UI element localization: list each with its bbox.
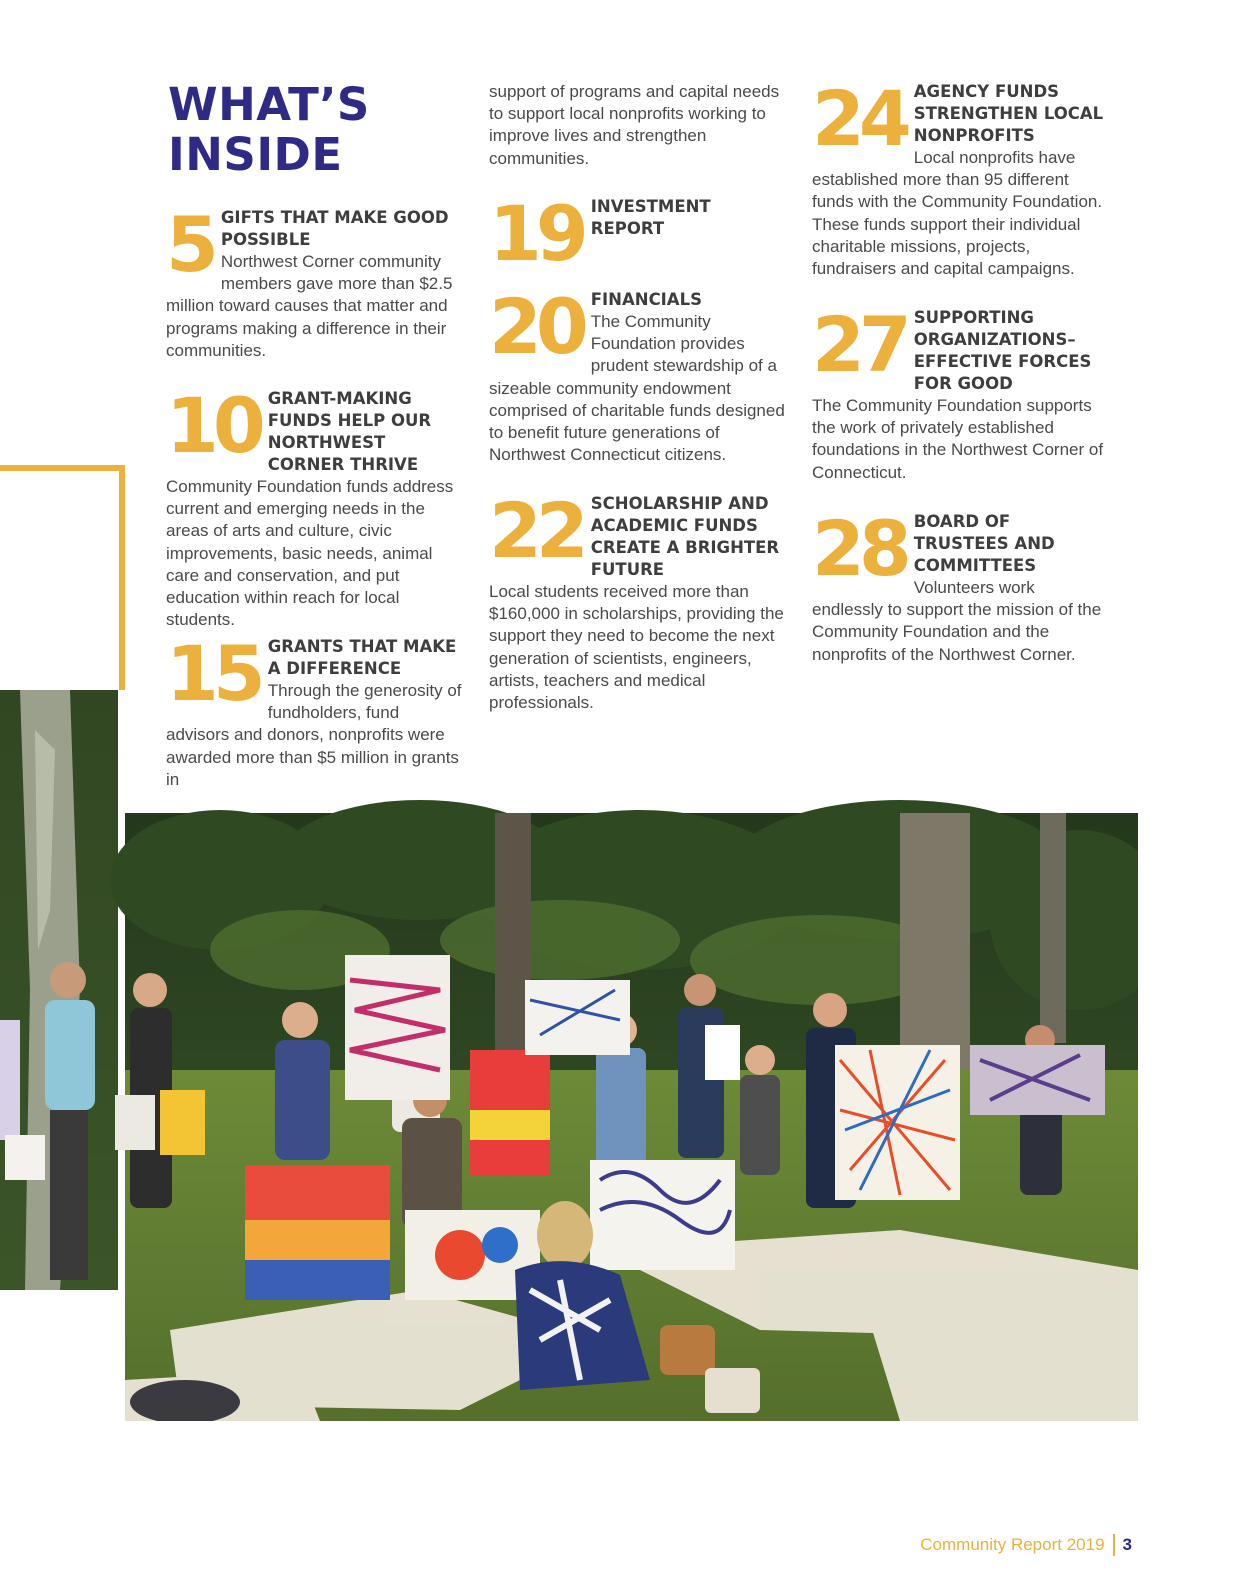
page-number: 24 (812, 74, 906, 163)
toc-entry-19[interactable] (489, 189, 785, 278)
page-number: 15 (166, 629, 260, 718)
title-line-1: WHAT’S (168, 78, 370, 131)
entry-description: The Community Foundation supports the work of privately established foundations in the Northwest Corner of Connecticut. (812, 396, 1104, 482)
entry-description: Through the generosity of fundholders, fund advisors and donors, nonprofits were awarded more than $5 million in grants in (166, 681, 462, 789)
entry-heading: SCHOLARSHIP AND ACADEMIC FUNDS CREATE A BRIGHTER FUTURE (590, 494, 780, 579)
community-art-photo (0, 690, 1138, 1421)
toc-entry-27[interactable] (812, 300, 1108, 484)
title-line-2: INSIDE (168, 128, 343, 181)
toc-entry-5[interactable] (166, 200, 462, 362)
page-number: 27 (812, 300, 906, 389)
footer-page-number: 3 (1122, 1535, 1132, 1554)
entry-description: Volunteers work endlessly to support the mission of the Community Foundation and the nonprofits of the Northwest Corner. (812, 578, 1102, 664)
page-number: 5 (166, 200, 213, 289)
page-number: 20 (489, 282, 583, 371)
footer-report-title: Community Report 2019 (920, 1535, 1105, 1554)
toc-entry-24[interactable] (812, 74, 1108, 280)
page-footer (920, 1534, 1132, 1556)
page-number: 28 (812, 504, 906, 593)
entry-heading: BOARD OF TRUSTEES AND COMMITTEES (913, 512, 1055, 575)
toc-entry-28[interactable] (812, 504, 1108, 666)
entry-heading: GRANTS THAT MAKE A DIFFERENCE (267, 637, 457, 678)
entry-description: Local students received more than $160,000 in scholarships, providing the support they need to become the next generation of scientists, engineers, artists, teachers and medical professionals. (489, 582, 784, 713)
entry-description: Local nonprofits have established more than 95 different funds with the Community Foundation. These funds support their individual charitable missions, projects, fundraisers and capital campaigns. (812, 148, 1103, 279)
entry-description: Community Foundation funds address current and emerging needs in the areas of arts and culture, civic improvements, basic needs, animal care and conservation, and put education within reach for local students. (166, 477, 454, 630)
toc-entry-20[interactable] (489, 282, 785, 466)
entry-heading: GIFTS THAT MAKE GOOD POSSIBLE (220, 208, 449, 249)
entry-heading: GRANT-MAKING FUNDS HELP OUR NORTHWEST CORNER THRIVE (267, 389, 432, 474)
page-number: 22 (489, 486, 583, 575)
entry-description: The Community Foundation provides prudent stewardship of a sizeable community endowment comprised of charitable funds designed to benefit future generations of Northwest Connecticut citizens. (489, 312, 785, 465)
entry-heading: INVESTMENT REPORT (590, 197, 711, 238)
entry-description: Northwest Corner community members gave more than $2.5 million toward causes that matter and programs making a difference in their communities. (166, 252, 453, 360)
toc-entry-22[interactable] (489, 486, 785, 714)
entry-heading: SUPPORTING ORGANIZATIONS– EFFECTIVE FORCES FOR GOOD (913, 308, 1092, 393)
page-number: 10 (166, 381, 260, 470)
footer-divider (1113, 1534, 1115, 1556)
page-title (168, 80, 370, 180)
continuation-text: support of programs and capital needs to support local nonprofits working to improve lives and strengthen communities. (489, 82, 780, 168)
entry-heading: FINANCIALS (590, 290, 702, 309)
toc-entry-10[interactable] (166, 381, 462, 631)
page-number: 19 (489, 189, 583, 278)
entry-heading: AGENCY FUNDS STRENGTHEN LOCAL NONPROFITS (913, 82, 1104, 145)
